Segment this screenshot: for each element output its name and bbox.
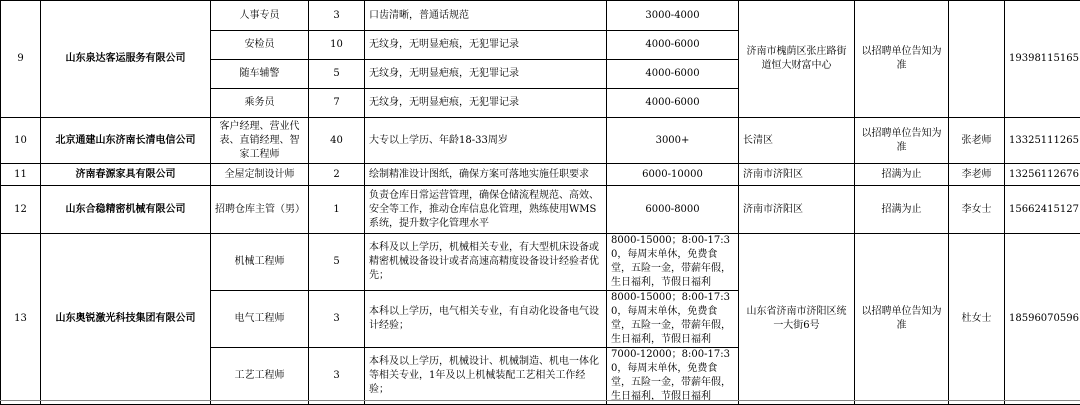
job-requirement: 绘制精准设计图纸，确保方案可落地实施任职要求 [365, 164, 607, 186]
deadline: 以招聘单位告知为准 [855, 118, 949, 164]
contact-phone: 15662415127 [1005, 186, 1080, 234]
job-salary: 6000-10000 [607, 164, 739, 186]
job-count: 40 [309, 118, 365, 164]
job-title: 招聘仓库主管（男） [211, 186, 309, 234]
job-count: 1 [309, 186, 365, 234]
contact-person: 张老师 [949, 118, 1005, 164]
work-address: 济南市济阳区 [739, 164, 855, 186]
row-number: 10 [1, 118, 41, 164]
job-title: 全屋定制设计师 [211, 164, 309, 186]
job-requirement: 大专以上学历、年龄18-33周岁 [365, 118, 607, 164]
job-requirement: 无纹身，无明显疤痕，无犯罪记录 [365, 31, 607, 60]
row-number: 11 [1, 164, 41, 186]
row-number: 12 [1, 186, 41, 234]
job-requirement: 本科以上学历，电气相关专业，有自动化设备电气设计经验； [365, 291, 607, 348]
job-count: 3 [309, 348, 365, 405]
company-name: 济南春源家具有限公司 [41, 164, 211, 186]
contact-person: 李女士 [949, 186, 1005, 234]
contact-person: 李老师 [949, 164, 1005, 186]
work-address: 济南市槐荫区张庄路街道恒大财富中心 [739, 1, 855, 118]
table-row [1, 164, 1080, 186]
job-requirement: 口齿清晰，普通话规范 [365, 1, 607, 31]
deadline: 以招聘单位告知为准 [855, 234, 949, 405]
job-title: 随车辅警 [211, 60, 309, 89]
work-address: 济南市济阳区 [739, 186, 855, 234]
contact-phone: 13325111265 [1005, 118, 1080, 164]
job-salary: 4000-6000 [607, 89, 739, 118]
job-salary: 4000-6000 [607, 60, 739, 89]
work-address: 长清区 [739, 118, 855, 164]
job-requirement: 本科及以上学历，机械相关专业，有大型机床设备或精密机械设备设计或者高速高精度设备设计经验者优先； [365, 234, 607, 291]
contact-person [949, 1, 1005, 118]
table-row [1, 1, 1080, 31]
job-title: 人事专员 [211, 1, 309, 31]
table-row [1, 186, 1080, 234]
table-row [1, 234, 1080, 291]
job-salary: 7000-12000；8:00-17:30，每周末单休，免费食堂，五险一金，带薪年假，生日福利，节假日福利 [607, 348, 739, 405]
contact-person: 杜女士 [949, 234, 1005, 405]
job-salary: 8000-15000；8:00-17:30，每周末单休，免费食堂，五险一金，带薪年假，生日福利，节假日福利 [607, 234, 739, 291]
deadline: 招满为止 [855, 186, 949, 234]
job-count: 3 [309, 291, 365, 348]
job-title: 乘务员 [211, 89, 309, 118]
row-number: 9 [1, 1, 41, 118]
job-count: 3 [309, 1, 365, 31]
job-count: 5 [309, 234, 365, 291]
job-count: 10 [309, 31, 365, 60]
deadline: 招满为止 [855, 164, 949, 186]
job-title: 客户经理、营业代表、直销经理、智家工程师 [211, 118, 309, 164]
job-salary: 3000+ [607, 118, 739, 164]
job-title: 工艺工程师 [211, 348, 309, 405]
job-salary: 8000-15000；8:00-17:30，每周末单休，免费食堂，五险一金，带薪年假，生日福利，节假日福利 [607, 291, 739, 348]
job-salary: 3000-4000 [607, 1, 739, 31]
deadline: 以招聘单位告知为准 [855, 1, 949, 118]
table-row [1, 118, 1080, 164]
job-count: 5 [309, 60, 365, 89]
sheet-bottom-edge [0, 400, 1080, 405]
job-count: 7 [309, 89, 365, 118]
work-address: 山东省济南市济阳区统一大街6号 [739, 234, 855, 405]
job-title: 机械工程师 [211, 234, 309, 291]
company-name: 山东泉达客运服务有限公司 [41, 1, 211, 118]
job-count: 2 [309, 164, 365, 186]
job-requirement: 无纹身，无明显疤痕，无犯罪记录 [365, 60, 607, 89]
company-name: 北京通建山东济南长清电信公司 [41, 118, 211, 164]
company-name: 山东合稳精密机械有限公司 [41, 186, 211, 234]
contact-phone: 18596070596 [1005, 234, 1080, 405]
job-requirement: 无纹身，无明显疤痕，无犯罪记录 [365, 89, 607, 118]
job-title: 安检员 [211, 31, 309, 60]
job-requirement: 负责仓库日常运营管理，确保仓储流程规范、高效、安全等工作，推动仓库信息化管理，熟练使用WMS系统，提升数字化管理水平 [365, 186, 607, 234]
row-number: 13 [1, 234, 41, 405]
company-name: 山东奥锐激光科技集团有限公司 [41, 234, 211, 405]
contact-phone: 13256112676 [1005, 164, 1080, 186]
job-title: 电气工程师 [211, 291, 309, 348]
job-requirement: 本科及以上学历，机械设计、机械制造、机电一体化等相关专业，1年及以上机械装配工艺相关工作经验； [365, 348, 607, 405]
job-salary: 4000-6000 [607, 31, 739, 60]
contact-phone: 19398115165 [1005, 1, 1080, 118]
job-salary: 6000-8000 [607, 186, 739, 234]
